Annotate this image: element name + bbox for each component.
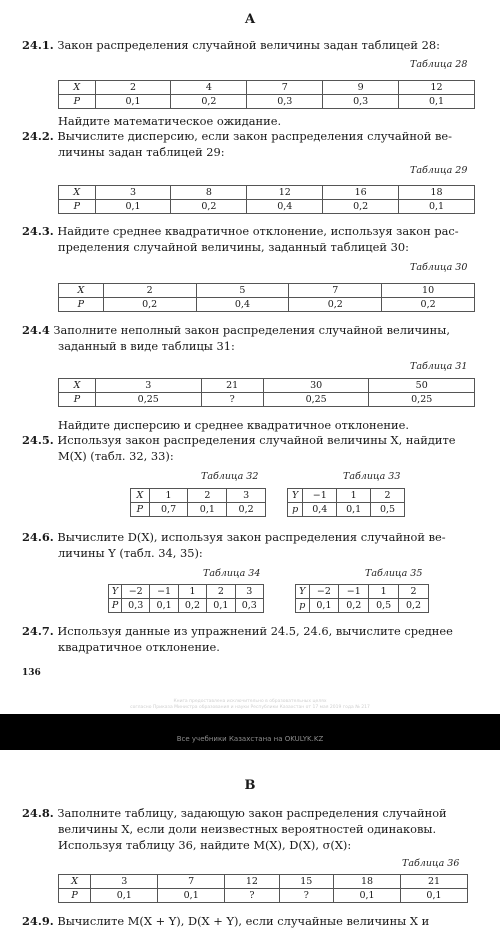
table-cell: 3 (91, 875, 158, 889)
problem-24-7-line2: квадратичное отклонение. (58, 640, 220, 654)
problem-text: Используя закон распределения случайной величины X, найдите (57, 433, 456, 447)
table-cell: X (59, 379, 96, 393)
problem-24-2 (22, 129, 477, 144)
table-cell: ? (225, 889, 279, 903)
table-cell: −1 (339, 585, 369, 599)
table-cell: 0,1 (91, 889, 158, 903)
table-row (109, 585, 264, 599)
problem-24-3-line2: пределения случайной величины, заданный таблицей 30: (58, 240, 409, 254)
table-31 (58, 378, 475, 407)
table-cell: 0,1 (150, 599, 178, 613)
table-cell: 0,1 (158, 889, 225, 903)
problem-24-4-line2: заданный в виде таблицы 31: (58, 339, 235, 353)
table-cell: 50 (369, 379, 475, 393)
problem-text: Вычислите D(X), используя закон распределения случайной ве- (57, 530, 446, 544)
problem-text: Используя данные из упражнений 24.5, 24.6, вычислите среднее (57, 624, 453, 638)
problem-number: 24.8. (22, 806, 54, 820)
table-cell: 2 (371, 489, 405, 503)
table-cell: 0,25 (369, 393, 475, 407)
problem-24-8-line3: Используя таблицу 36, найдите M(X), D(X), σ(X): (58, 838, 352, 852)
page-separator-band (0, 714, 500, 750)
page-number: 136 (22, 668, 41, 678)
table-row (288, 503, 405, 517)
problem-24-8-line2: величины X, если доли неизвестных вероятностей одинаковы. (58, 822, 437, 836)
table-34 (108, 584, 264, 613)
table-cell: 10 (382, 284, 475, 298)
problem-24-3 (22, 224, 477, 239)
table-cell: 7 (289, 284, 382, 298)
table-cell: p (296, 599, 310, 613)
table-35-caption: Таблица 35 (365, 568, 423, 579)
problem-24-8 (22, 806, 477, 821)
table-cell: 0,1 (334, 889, 401, 903)
table-row (59, 298, 475, 312)
table-row (59, 200, 475, 214)
table-row (288, 489, 405, 503)
table-cell: 0,5 (371, 503, 405, 517)
table-cell: 0,2 (323, 200, 399, 214)
table-cell: −2 (309, 585, 339, 599)
table-cell: −1 (303, 489, 337, 503)
table-cell: P (131, 503, 150, 517)
problem-24-9 (22, 914, 477, 929)
problem-24-4-question: Найдите дисперсию и среднее квадратичное отклонение. (58, 418, 409, 432)
table-29 (58, 185, 475, 214)
table-cell: 15 (279, 875, 333, 889)
table-cell: 0,2 (227, 503, 266, 517)
table-cell: 18 (334, 875, 401, 889)
table-cell: 0,5 (369, 599, 399, 613)
problem-number: 24.2. (22, 129, 54, 143)
table-cell: 3 (227, 489, 266, 503)
problem-number: 24.9. (22, 914, 54, 928)
table-cell: 2 (188, 489, 227, 503)
table-cell: 0,3 (323, 95, 399, 109)
problem-24-2-line2: личины задан таблицей 29: (58, 145, 225, 159)
table-cell: X (59, 186, 96, 200)
table-cell: −1 (150, 585, 178, 599)
table-cell: 21 (400, 875, 467, 889)
table-cell: 0,1 (400, 889, 467, 903)
table-cell: P (59, 200, 96, 214)
problem-24-6-line2: личины Y (табл. 34, 35): (58, 546, 203, 560)
problem-24-5 (22, 433, 477, 448)
table-cell: 0,2 (339, 599, 369, 613)
table-cell: P (59, 95, 96, 109)
problem-number: 24.6. (22, 530, 54, 544)
table-cell: Y (288, 489, 303, 503)
table-30 (58, 283, 475, 312)
table-cell: 1 (149, 489, 188, 503)
problem-text: Вычислите дисперсию, если закон распределения случайной ве- (57, 129, 452, 143)
table-cell: 8 (171, 186, 247, 200)
problem-text: Закон распределения случайной величины задан таблицей 28: (57, 38, 440, 52)
problem-text: Заполните таблицу, задающую закон распределения случайной (57, 806, 447, 820)
textbook-page-137 (0, 750, 500, 934)
table-cell: 4 (171, 81, 247, 95)
table-cell: 16 (323, 186, 399, 200)
table-cell: X (59, 81, 96, 95)
table-cell: 2 (207, 585, 235, 599)
table-cell: P (109, 599, 122, 613)
site-banner: Все учебники Казахстана на OKULYK.KZ (176, 735, 324, 743)
table-cell: ? (201, 393, 263, 407)
table-cell: P (59, 298, 104, 312)
table-cell: 9 (323, 81, 399, 95)
watermark-line-1: Книга предоставлена исключительно в образовательных целях (173, 699, 327, 704)
table-cell: X (59, 875, 91, 889)
table-cell: 0,1 (337, 503, 371, 517)
table-cell: 0,4 (196, 298, 289, 312)
table-cell: 0,7 (149, 503, 188, 517)
table-cell: 0,25 (95, 393, 201, 407)
table-cell: 1 (337, 489, 371, 503)
table-cell: 0,1 (188, 503, 227, 517)
table-cell: 1 (178, 585, 206, 599)
table-cell: p (288, 503, 303, 517)
table-cell: 0,1 (95, 95, 171, 109)
table-33 (287, 488, 405, 517)
table-cell: 0,4 (247, 200, 323, 214)
problem-number: 24.7. (22, 624, 54, 638)
table-35 (295, 584, 429, 613)
watermark-line-2: согласно Приказа Министра образования и науки Республики Казахстан от 17 мая 2019 года № 217 (130, 705, 370, 710)
table-cell: 0,3 (235, 599, 263, 613)
table-cell: 0,4 (303, 503, 337, 517)
table-cell: 2 (399, 585, 429, 599)
problem-text: Вычислите M(X + Y), D(X + Y), если случайные величины X и (57, 914, 430, 928)
table-cell: 0,3 (247, 95, 323, 109)
problem-24-4 (22, 323, 477, 338)
problem-number: 24.4 (22, 323, 50, 337)
table-row (59, 875, 468, 889)
table-cell: 0,25 (263, 393, 369, 407)
section-heading-b: В (244, 778, 256, 793)
problem-number: 24.3. (22, 224, 54, 238)
table-cell: 3 (95, 379, 201, 393)
problem-24-7 (22, 624, 477, 639)
table-28 (58, 80, 475, 109)
table-row (59, 95, 475, 109)
table-cell: 0,3 (122, 599, 150, 613)
table-cell: 18 (399, 186, 475, 200)
table-row (109, 599, 264, 613)
table-36 (58, 874, 468, 903)
table-cell: 3 (235, 585, 263, 599)
table-cell: 0,1 (309, 599, 339, 613)
table-row (131, 489, 266, 503)
table-row (296, 585, 429, 599)
table-cell: 12 (247, 186, 323, 200)
table-cell: 2 (95, 81, 171, 95)
table-28-caption: Таблица 28 (410, 59, 468, 70)
table-cell: 5 (196, 284, 289, 298)
table-row (131, 503, 266, 517)
table-row (59, 889, 468, 903)
table-cell: 0,1 (399, 200, 475, 214)
table-row (296, 599, 429, 613)
table-row (59, 81, 475, 95)
problem-24-6 (22, 530, 477, 545)
problem-24-1 (22, 38, 477, 53)
problem-number: 24.1. (22, 38, 54, 52)
table-32 (130, 488, 266, 517)
problem-24-1-question: Найдите математическое ожидание. (58, 114, 282, 128)
table-32-caption: Таблица 32 (201, 471, 259, 482)
table-30-caption: Таблица 30 (410, 262, 468, 273)
table-cell: 2 (103, 284, 196, 298)
table-row (59, 393, 475, 407)
table-cell: X (59, 284, 104, 298)
table-cell: P (59, 889, 91, 903)
table-31-caption: Таблица 31 (410, 361, 468, 372)
table-cell: 0,1 (207, 599, 235, 613)
problem-number: 24.5. (22, 433, 54, 447)
table-cell: 0,2 (382, 298, 475, 312)
table-row (59, 186, 475, 200)
table-cell: 0,2 (399, 599, 429, 613)
table-cell: 12 (225, 875, 279, 889)
table-cell: Y (296, 585, 310, 599)
table-row (59, 379, 475, 393)
table-33-caption: Таблица 33 (343, 471, 401, 482)
table-cell: 0,1 (95, 200, 171, 214)
table-cell: 0,1 (399, 95, 475, 109)
problem-24-5-line2: M(X) (табл. 32, 33): (58, 449, 174, 463)
section-heading-a: А (244, 12, 256, 27)
table-cell: 0,2 (171, 95, 247, 109)
table-cell: 0,2 (171, 200, 247, 214)
table-cell: P (59, 393, 96, 407)
table-cell: 30 (263, 379, 369, 393)
table-29-caption: Таблица 29 (410, 165, 468, 176)
table-cell: 1 (369, 585, 399, 599)
table-cell: 7 (247, 81, 323, 95)
table-cell: 0,2 (103, 298, 196, 312)
table-cell: 12 (399, 81, 475, 95)
table-cell: 21 (201, 379, 263, 393)
table-row (59, 284, 475, 298)
table-34-caption: Таблица 34 (203, 568, 261, 579)
table-cell: Y (109, 585, 122, 599)
table-cell: −2 (122, 585, 150, 599)
table-cell: ? (279, 889, 333, 903)
table-cell: 0,2 (178, 599, 206, 613)
table-36-caption: Таблица 36 (402, 858, 460, 869)
table-cell: 0,2 (289, 298, 382, 312)
problem-text: Найдите среднее квадратичное отклонение, используя закон рас- (57, 224, 459, 238)
table-cell: 7 (158, 875, 225, 889)
problem-text: Заполните неполный закон распределения случайной величины, (53, 323, 450, 337)
table-cell: X (131, 489, 150, 503)
table-cell: 3 (95, 186, 171, 200)
